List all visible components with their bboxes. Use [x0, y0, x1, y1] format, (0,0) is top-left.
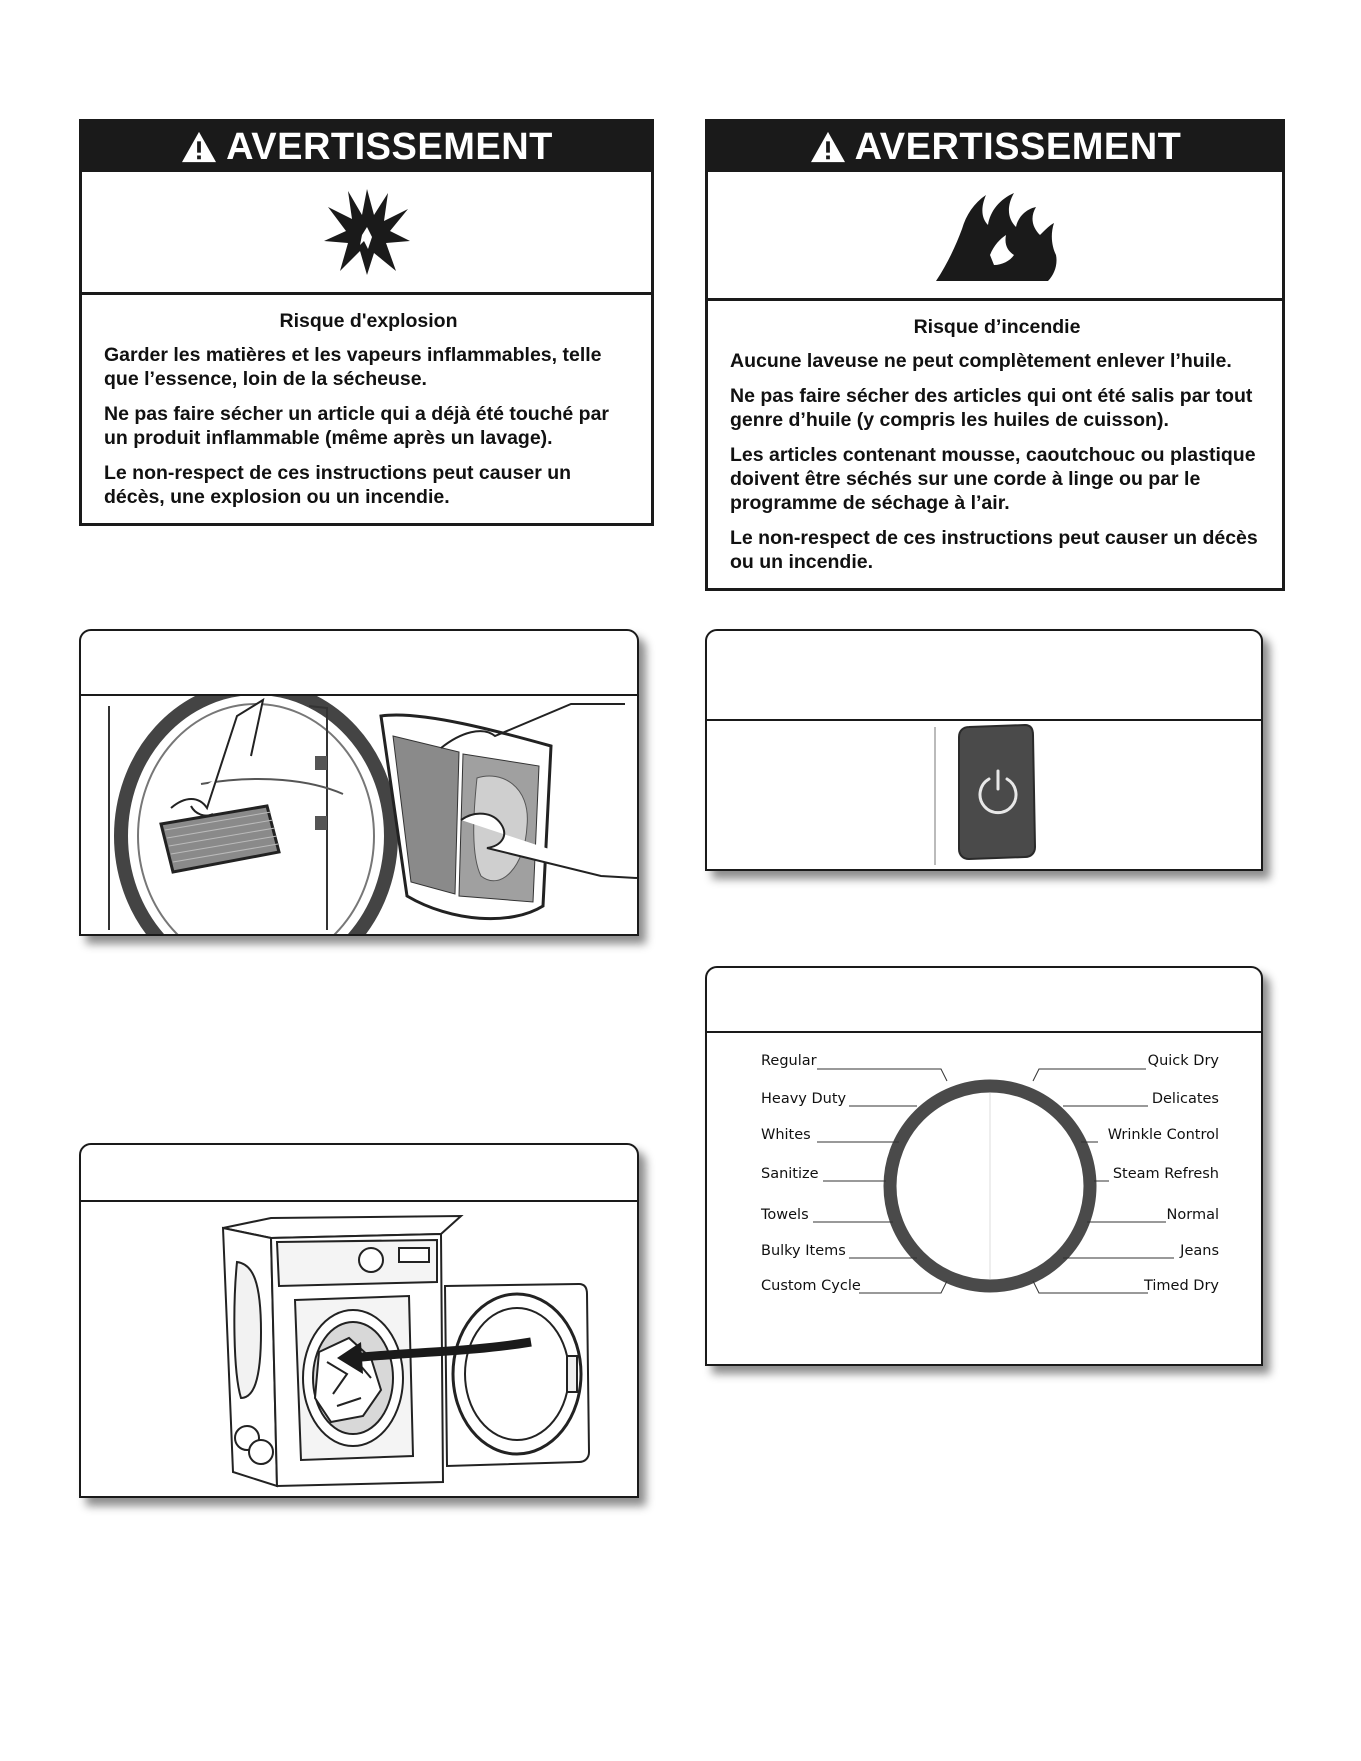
dryer-loading-illustration	[81, 1202, 637, 1496]
lint-screen-panel	[79, 629, 639, 936]
cycle-label-left: Towels	[761, 1207, 809, 1223]
warning-header	[82, 122, 651, 172]
warning-paragraph: Aucune laveuse ne peut complètement enlever l’huile.	[730, 350, 1232, 372]
loading-panel	[79, 1143, 639, 1498]
lint-filter	[161, 806, 279, 872]
warning-heading: AVERTISSEMENT	[854, 125, 1182, 168]
warning-heading: AVERTISSEMENT	[226, 125, 553, 168]
lint-screen-cleaning	[381, 704, 637, 919]
cycle-label-right: Delicates	[1151, 1091, 1219, 1107]
cycle-label-left: Custom Cycle	[761, 1278, 861, 1294]
cycle-label-left: Regular	[761, 1053, 817, 1069]
explosion-icon-area	[82, 172, 651, 295]
cycle-knob-panel	[705, 966, 1263, 1366]
lint-screen-illustration	[81, 696, 637, 934]
panel-header	[707, 968, 1261, 1033]
power-panel	[705, 629, 1263, 871]
warning-title: Risque d'explosion	[279, 310, 458, 332]
warning-paragraph: Le non-respect de ces instructions peut causer un décès, une explosion ou un incendie.	[104, 462, 572, 508]
cycle-label-left: Heavy Duty	[761, 1091, 847, 1107]
power-button	[959, 725, 1035, 859]
fire-icon-area	[708, 172, 1282, 301]
cycle-label-left: Sanitize	[761, 1166, 819, 1182]
warning-header	[708, 122, 1282, 172]
warning-paragraph: Le non-respect de ces instructions peut causer un décès ou un incendie.	[730, 527, 1258, 573]
fire-icon	[930, 185, 1060, 285]
warning-triangle-icon	[180, 130, 218, 164]
power-illustration	[707, 721, 1261, 869]
warning-paragraph: Ne pas faire sécher un article qui a déjà été touché par un produit inflammable (même après un lavage).	[104, 403, 610, 449]
panel-header	[707, 631, 1261, 721]
panel-header	[81, 1145, 637, 1202]
panel-header	[81, 631, 637, 696]
cycle-label-right: Wrinkle Control	[1107, 1127, 1219, 1143]
cycle-label-left: Whites	[761, 1127, 811, 1143]
cycle-label-right: Jeans	[1180, 1243, 1219, 1259]
warning-explosion	[79, 119, 654, 526]
warning-paragraph: Garder les matières et les vapeurs inflammables, telle que l’essence, loin de la sécheuse.	[104, 344, 602, 390]
cycle-label-right: Steam Refresh	[1112, 1166, 1219, 1182]
cycle-label-right: Normal	[1166, 1207, 1219, 1223]
cycle-label-right: Quick Dry	[1147, 1053, 1219, 1069]
warning-paragraph: Les articles contenant mousse, caoutchouc ou plastique doivent être séchés sur une corde à linge ou par le programme de séchage à l’air.	[730, 444, 1256, 514]
cycle-knob-illustration	[707, 1033, 1261, 1363]
warning-fire	[705, 119, 1285, 591]
warning-triangle-icon	[809, 130, 847, 164]
cycle-label-right: Timed Dry	[1143, 1278, 1219, 1294]
explosion-icon	[322, 187, 412, 277]
warning-title: Risque d’incendie	[913, 316, 1081, 338]
cycle-label-left: Bulky Items	[761, 1243, 846, 1259]
warning-paragraph: Ne pas faire sécher des articles qui ont été salis par tout genre d’huile (y compris les huiles de cuisson).	[730, 385, 1253, 431]
